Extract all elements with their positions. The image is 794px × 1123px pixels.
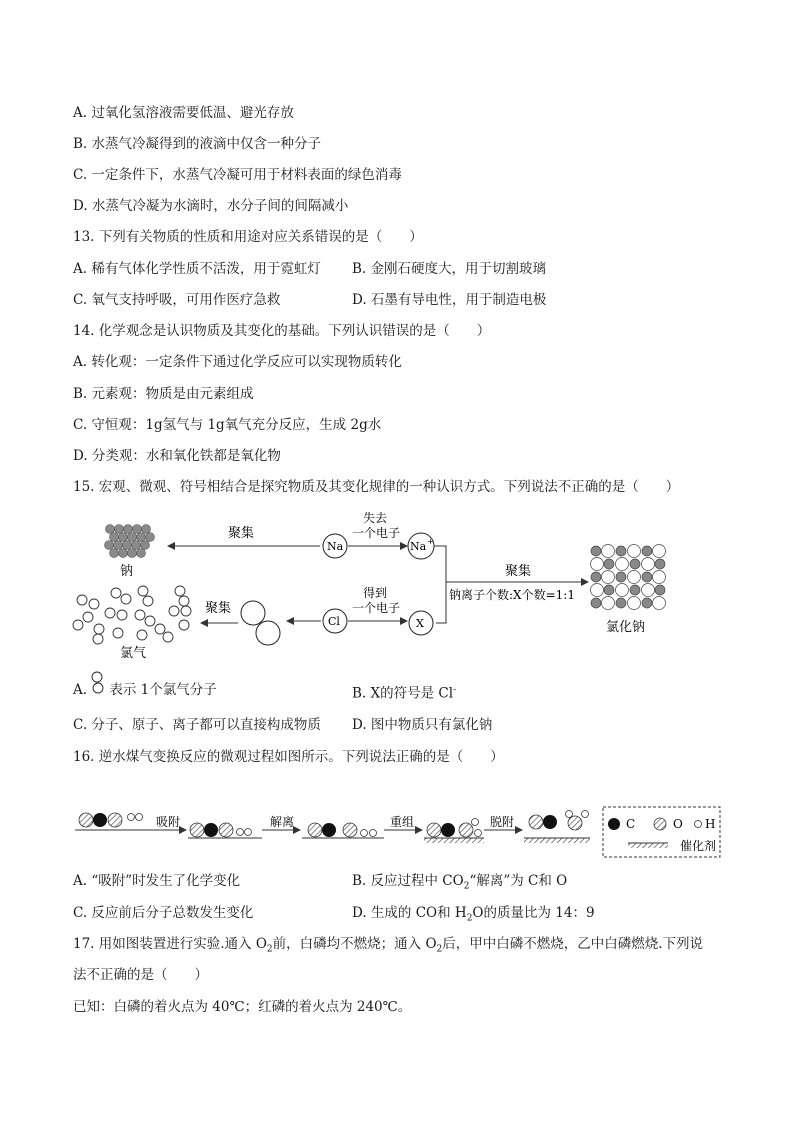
q13-option-a: A. 稀有气体化学性质不活泼，用于霓虹灯 [73, 261, 321, 277]
q13-stem: 13. 下列有关物质的性质和用途对应关系错误的是（ ） [73, 229, 423, 245]
q15-option-a: A. 表示 1个氯气分子 [73, 681, 217, 699]
legend-h: H [705, 817, 716, 831]
label-nacl: 氯化钠 [606, 620, 646, 635]
q14-option-d: D. 分类观：水和氧化铁都是氧化物 [73, 448, 281, 464]
label-lose-2: 一个电子 [352, 526, 401, 540]
label-desorb: 脱附 [490, 815, 515, 829]
label-gather-bottom: 聚集 [205, 601, 232, 616]
q13-option-c: C. 氧气支持呼吸，可用作医疗急救 [73, 292, 281, 308]
q12-option-c: C. 一定条件下，水蒸气冷凝可用于材料表面的绿色消毒 [73, 167, 402, 183]
chlorine-gas-image [73, 586, 191, 644]
label-ratio: 钠离子个数:X个数=1:1 [449, 588, 575, 602]
q17-known: 已知：白磷的着火点为 40℃；红磷的着火点为 240℃。 [73, 999, 412, 1015]
label-chlorine: 氯气 [120, 646, 147, 661]
q17-stem-line1: 17. 用如图装置进行实验.通入 $O_2$前，白磷均不燃烧；通入 $O_2$后，甲中白磷不燃烧，乙中白磷燃烧.下列说 [73, 936, 704, 955]
q14-option-b: B. 元素观：物质是由元素组成 [73, 386, 254, 402]
label-recombine: 重组 [390, 815, 415, 829]
q12-option-d: D. 水蒸气冷凝为水滴时，水分子间的间隔减小 [73, 198, 349, 214]
q13-option-d: D. 石墨有导电性，用于制造电极 [352, 292, 547, 308]
na-ion-charge: + [427, 537, 434, 546]
label-gather-top: 聚集 [228, 526, 255, 541]
na-ion-label: Na [410, 540, 427, 553]
q12-option-b: B. 水蒸气冷凝得到的液滴中仅含一种分子 [73, 136, 322, 152]
q15-stem: 15. 宏观、微观、符号相结合是探究物质及其变化规律的一种认识方式。下列说法不正确的是（ ） [73, 479, 680, 495]
legend-catalyst: 催化剂 [680, 839, 717, 853]
q14-stem: 14. 化学观念是认识物质及其变化的基础。下列认识错误的是（ ） [73, 323, 491, 339]
label-lose-1: 失去 [363, 511, 388, 525]
q15-option-d: D. 图中物质只有氯化钠 [352, 717, 493, 733]
q16-reaction-diagram [0, 800, 794, 860]
label-adsorb: 吸附 [156, 815, 181, 829]
q16-option-a: A. “吸附”时发生了化学变化 [73, 873, 241, 889]
legend-c: C [626, 817, 636, 831]
label-gain-2: 一个电子 [352, 601, 401, 615]
cl-atom-label: Cl [328, 615, 340, 628]
nacl-lattice-image [591, 545, 666, 610]
q12-option-a: A. 过氧化氢溶液需要低温、避光存放 [73, 105, 294, 121]
q15-option-b: B. X的符号是 Cl- [352, 685, 457, 702]
q16-option-c: C. 反应前后分子总数发生变化 [73, 905, 254, 921]
cl2-molecule [241, 601, 265, 625]
q16-option-b: B. 反应过程中 $CO_2“$解离”为 C和 O [352, 873, 568, 892]
q16-legend [603, 807, 720, 857]
q16-option-d: D. 生成的 CO和 $H_2O$的质量比为 14：9 [352, 905, 595, 924]
q15-option-c: C. 分子、原子、离子都可以直接构成物质 [73, 717, 321, 733]
na-atom-label: Na [327, 540, 344, 553]
label-sodium: 钠 [120, 564, 134, 579]
q14-option-c: C. 守恒观：1g氢气与 1g氧气充分反应，生成 2g水 [73, 417, 382, 433]
label-dissociate: 解离 [270, 815, 295, 829]
q15-ion-diagram [0, 505, 794, 665]
label-gain-1: 得到 [363, 586, 388, 600]
q17-stem-line2: 法不正确的是（ ） [73, 967, 208, 983]
label-gather-right: 聚集 [505, 564, 532, 579]
legend-o: O [673, 817, 683, 831]
sodium-lattice-image [105, 525, 155, 558]
chlorine-molecule-icon [90, 671, 106, 695]
x-ion-label: X [416, 617, 424, 630]
q13-option-b: B. 金刚石硬度大，用于切割玻璃 [352, 261, 547, 277]
q14-option-a: A. 转化观：一定条件下通过化学反应可以实现物质转化 [73, 354, 402, 370]
q16-stem: 16. 逆水煤气变换反应的微观过程如图所示。下列说法正确的是（ ） [73, 749, 504, 765]
